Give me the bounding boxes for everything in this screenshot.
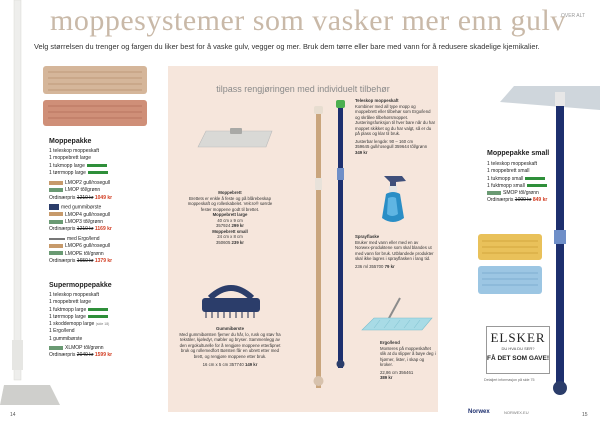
list-item: 1 fuktmopp small — [487, 183, 547, 190]
list-item: 1 tukmopp large — [49, 163, 108, 170]
sprayflaske-text: Sprayflaske Bruker med vann eller med en av Norwex-produktene som skal blandes ut med vann før bruk. Utblandede produkter skal ikke lagres i sprayflasken i lang tid. 236 ml 355700 79 kr — [355, 234, 434, 269]
leaf-icon — [88, 315, 108, 318]
moppepakke-variant3: med Ergo/lend LMOP6 gull/rosegull LMOPE tõl/grønn Ordinærpris 1650 kr 1379 kr — [49, 236, 113, 264]
small-mop-pads-image — [476, 232, 544, 298]
leaf-icon — [88, 308, 108, 311]
page-headline: moppesystemer som vasker mer enn gulv — [50, 4, 566, 37]
gold-swatch — [49, 181, 63, 185]
list-item: 1 teleskop moppeskaft — [487, 161, 538, 167]
page-number-right: 15 — [582, 412, 588, 418]
list-item: 1 moppebrett large — [49, 155, 91, 162]
rubber-brush-image — [196, 278, 266, 322]
mop-pads-image — [40, 62, 150, 132]
list-item: 1 gummibørste — [49, 335, 83, 342]
list-item: 1 fuktmopp large — [49, 307, 112, 314]
price-row: Ordinærpris 1210 kr 1049 kr — [49, 194, 113, 201]
page-subline: Velg størrelsen du trenger og fargen du liker best for å vaske gulv, vegger og mer. Bruk dem tørre eller bare med vann for å redusere skadelige kjemikalier. — [34, 42, 540, 51]
leaf-icon — [527, 184, 547, 187]
list-item: 1 moppebrett small — [487, 168, 530, 175]
list-item: 1 tørrmopp large — [49, 170, 108, 177]
list-item: 1 teleskop moppeskaft — [49, 292, 100, 298]
mop-board-image — [196, 125, 276, 155]
gummiborste-text: Gummibørste Med gummibørsten fjerner du hår, lo, rusk og støv fra tekstiler, kjøledyr, møbler og bryser. Sammenlegg av den ergokulturelle for å rengjøre moppene etteråpnet bruk og rollemedfort Børsten får en ubrett etter med brett, og rengjøre moppene etter bruk. 16 cm x 5 cm 357740 149 kr — [179, 326, 281, 367]
moppepakke-small-title: Moppepakke small — [487, 150, 550, 157]
variant-row: LMOP tõl/grønn — [49, 187, 112, 194]
list-item: 1 tørrmopp large — [49, 314, 112, 321]
moppepakke-items — [49, 148, 108, 177]
gift-promo-box[interactable] — [486, 326, 550, 374]
promo-big: ELSKER — [490, 330, 546, 345]
leaf-icon — [525, 177, 545, 180]
list-item: 1 Ergo/lend — [49, 328, 75, 335]
leaf-icon — [88, 171, 108, 174]
spray-bottle-image — [378, 172, 412, 228]
moppepakke-variants — [49, 180, 112, 202]
brand-logo: Norwex — [468, 409, 490, 415]
supermoppepakke-title: Supermoppepakke — [49, 282, 112, 289]
ergo-icon — [49, 238, 65, 240]
ergo-mop-image — [360, 296, 436, 336]
list-item: 1 teleskop moppeskaft — [49, 148, 100, 154]
promo-small: DU HVA DU SER? — [501, 346, 535, 351]
list-item: 1 skoddemopp large (side 18) — [49, 321, 110, 328]
brush-icon — [49, 204, 59, 210]
moppepakke-title: Moppepakke — [49, 138, 92, 145]
site-url[interactable]: NORWEX.EU — [504, 410, 529, 415]
moppepakke-small-items: 1 teleskop moppeskaft 1 moppebrett small 1 tukmopp small 1 fuktmopp small SMOP tõl/grønn Ordinærpris 1000 kr 849 kr — [487, 161, 548, 204]
teleskop-text: Teleskop moppeskaft Kombiner med all type mopp og moppebrett eller tilbehør som Ergo/lend og skrålee tilbehørsmoppet. Justeringsfunksjon til hver bare når du har moppet skikket og du har valgt, så er du på plass og klar til bruk. Justerbar lengde: 90 – 160 cm 359645 gull/rosegull 359644 tõl/grønn 349 kr — [355, 98, 436, 155]
list-item: 1 tukmopp small — [487, 176, 547, 183]
moppepakke-variant2: med gummibørste LMOP4 gull/rosegull LMOP3 tõl/grønn Ordinærpris 1210 kr 1169 kr — [49, 204, 112, 233]
promo-note: Detaljert informasjon på side 75 — [484, 378, 535, 382]
leaf-icon — [87, 164, 107, 167]
supermoppepakke-items: 1 teleskop moppeskaft 1 moppebrett large 1 fuktmopp large 1 tørrmopp large 1 skoddemopp large (side 18) 1 Ergo/lend 1 gummibørste XLMOP tõl/grønn Ordinærpris 2049 kr 1599 kr — [49, 292, 113, 359]
accessories-title: tilpass rengjøringen med individuelt tilbehør — [216, 84, 390, 94]
section-tag: OVER ALT — [561, 13, 586, 19]
promo-cta: FÅ DET SOM GAVE! — [487, 355, 549, 362]
variant-row: LMOP2 gull/rosegull — [49, 180, 112, 187]
page-number-left: 14 — [10, 412, 16, 418]
moppebrett-text: Moppebrett Brettets er enkle å feste og på blårebeskap moppeskaft og rolleskabelet. Velcro® sørrde fester moppene godt til brettet. Moppebrett large 40 cm x 9 cm 357924 299 kr Moppebrett small 24 cm x 8 cm 350605 239 kr — [187, 190, 273, 245]
list-item: 1 moppebrett large — [49, 299, 91, 306]
green-swatch — [49, 188, 63, 192]
telescope-poles-image — [300, 98, 360, 398]
ergolend-text: Ergo/lend Monteres på moppeskaftet slik at du slipper å bøye deg i hjørner, lister, i skap og kroker. 22,86 cm 356461 389 kr — [380, 340, 436, 380]
